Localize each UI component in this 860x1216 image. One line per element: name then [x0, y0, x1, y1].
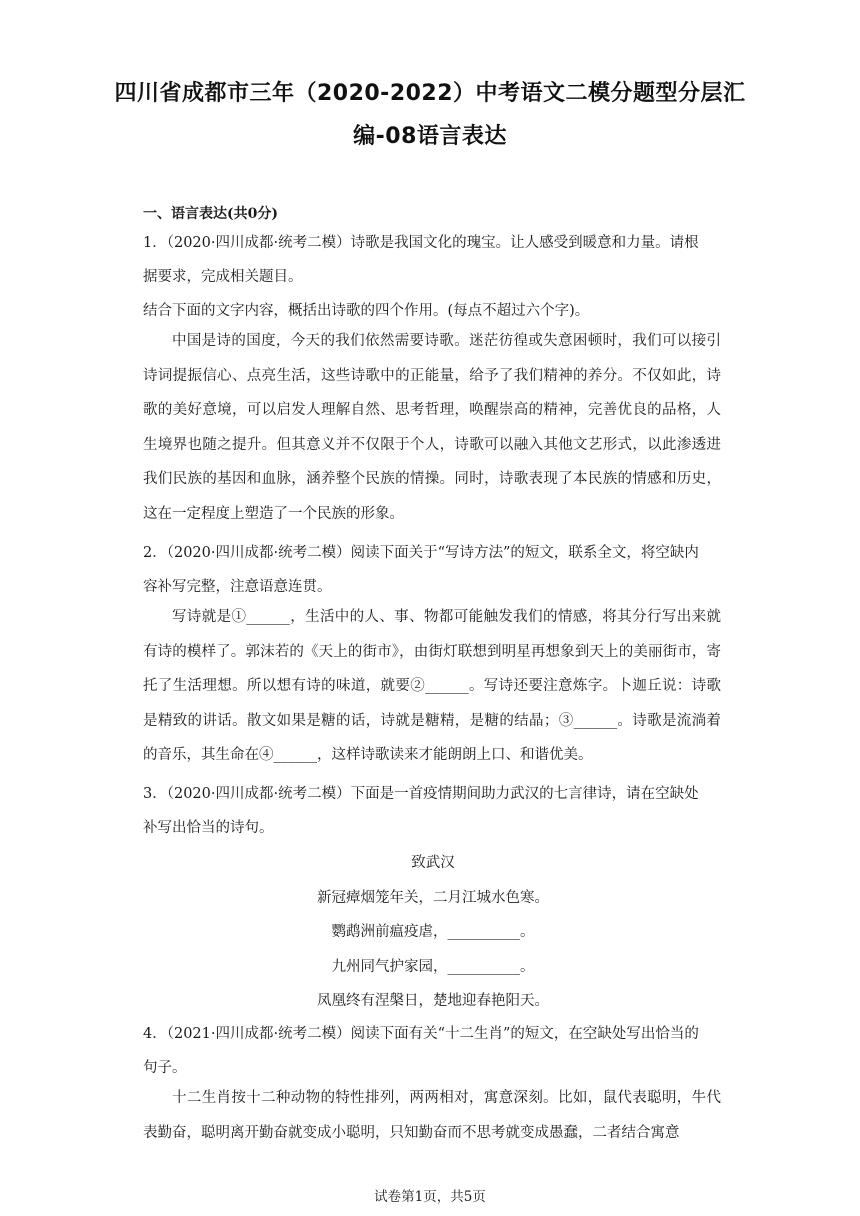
page-footer: 试卷第1页，共5页: [374, 1189, 486, 1205]
question-4-stem-line-2: 句子。: [143, 1060, 187, 1076]
question-1-stem-line-2: 据要求，完成相关题目。: [143, 269, 303, 285]
question-4-passage: 十二生肖按十二种动物的特性排列，两两相对，寓意深刻。比如，鼠代表聪明，牛代表勤奋，聪明离开勤奋就变成小聪明，只知勤奋而不思考就变成愚蠢，二者结合寓意: [143, 1090, 721, 1141]
question-2-stem-line-2: 容补写完整，注意语意连贯。: [143, 579, 332, 595]
section-heading: 一、语言表达(共0分): [143, 206, 278, 222]
question-2-stem-line-1: 2．（2020·四川成都·统考二模）阅读下面关于“写诗方法”的短文，联系全文，将空缺内: [143, 545, 699, 561]
poem-line: 凤凰终有涅槃日，楚地迎春艳阳天。: [317, 993, 549, 1009]
question-3-stem-line-1: 3．（2020·四川成都·统考二模）下面是一首疫情期间助力武汉的七言律诗，请在空缺处: [143, 786, 699, 802]
question-3-stem-line-2: 补写出恰当的诗句。: [143, 820, 274, 836]
question-1-instruction: 结合下面的文字内容，概括出诗歌的四个作用。(每点不超过六个字)。: [143, 303, 590, 319]
poem-line: 鹦鹉洲前瘟疫虐，__________。: [331, 924, 535, 940]
poem-title: 致武汉: [411, 855, 455, 871]
document-title-line-1: 四川省成都市三年（2020-2022）中考语文二模分题型分层汇: [114, 81, 746, 106]
document-title-line-2: 编-08语言表达: [353, 124, 507, 149]
question-2-passage: 写诗就是①______，生活中的人、事、物都可能触发我们的情感，将其分行写出来就有诗的模样了。郭沫若的《天上的街市》，由街灯联想到明星再想象到天上的美丽街市，寄托了生活理想。所以想有诗的味道，就要②______。写诗还要注意炼字。卜迦丘说：诗歌是精致的讲话。散文如果是糖的话，诗就是糖精，是糖的结晶；③______。诗歌是流淌着的音乐，其生命在④______，这样诗歌读来才能朗朗上口、和谐优美。: [143, 609, 721, 764]
poem-line: 九州同气护家园，__________。: [331, 959, 535, 975]
poem-line: 新冠瘴烟笼年关，二月江城水色寒。: [317, 890, 549, 906]
question-1-passage: 中国是诗的国度，今天的我们依然需要诗歌。迷茫彷徨或失意困顿时，我们可以接引诗词提振信心、点亮生活，这些诗歌中的正能量，给予了我们精神的养分。不仅如此，诗歌的美好意境，可以启发人理解自然、思考哲理，唤醒崇高的精神，完善优良的品格，人生境界也随之提升。但其意义并不仅限于个人，诗歌可以融入其他文艺形式，以此渗透进我们民族的基因和血脉，涵养整个民族的情操。同时，诗歌表现了本民族的情感和历史，这在一定程度上塑造了一个民族的形象。: [143, 333, 721, 522]
question-4-stem-line-1: 4．（2021·四川成都·统考二模）阅读下面有关“十二生肖”的短文，在空缺处写出恰当的: [143, 1026, 699, 1042]
question-1-stem-line-1: 1．（2020·四川成都·统考二模）诗歌是我国文化的瑰宝。让人感受到暖意和力量。请根: [143, 235, 699, 251]
